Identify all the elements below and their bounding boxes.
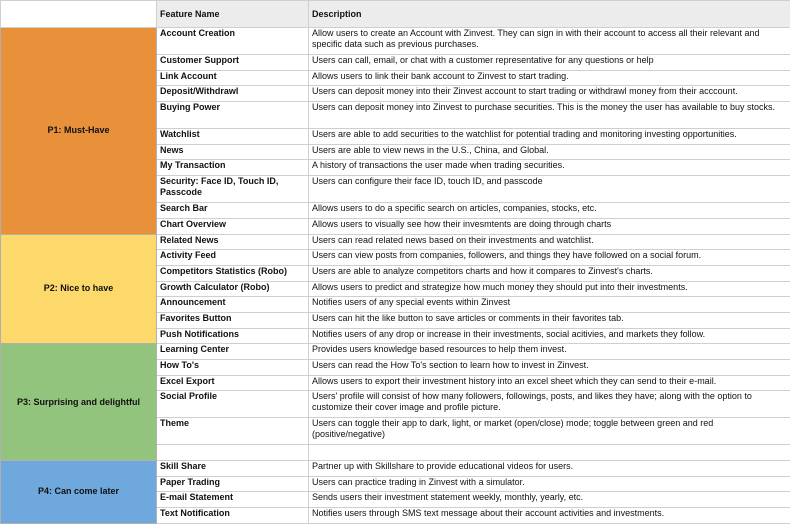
priority-cell[interactable]: P4: Can come later [1,461,157,524]
header-description[interactable]: Description [309,1,790,28]
feature-description-cell[interactable]: Users can practice trading in Zinvest with a simulator. [309,476,790,492]
feature-description-cell[interactable]: Users are able to analyze competitors charts and how it compares to Zinvest's charts. [309,265,790,281]
feature-name-cell[interactable]: News [157,144,309,160]
table-row [1,461,790,477]
feature-name-cell[interactable]: Customer Support [157,55,309,71]
feature-description-cell[interactable]: Users can call, email, or chat with a customer representative for any questions or help [309,55,790,71]
feature-name-cell[interactable]: Related News [157,234,309,250]
feature-description-cell[interactable]: Users can read related news based on their investments and watchlist. [309,234,790,250]
empty-cell[interactable] [309,445,790,461]
feature-description-cell[interactable]: Users can hit the like button to save articles or comments in their favorites tab. [309,312,790,328]
priority-cell[interactable]: P2: Nice to have [1,234,157,344]
empty-cell[interactable] [157,445,309,461]
feature-name-cell[interactable]: Deposit/Withdrawl [157,86,309,102]
feature-description-cell[interactable]: Provides users knowledge based resources to help them invest. [309,344,790,360]
feature-name-cell[interactable]: E-mail Statement [157,492,309,508]
feature-name-cell[interactable]: Excel Export [157,375,309,391]
feature-name-cell[interactable]: Search Bar [157,203,309,219]
feature-description-cell[interactable]: Allows users to do a specific search on articles, companies, stocks, etc. [309,203,790,219]
feature-description-cell[interactable]: Partner up with Skillshare to provide educational videos for users. [309,461,790,477]
feature-name-cell[interactable]: Favorites Button [157,312,309,328]
feature-description-cell[interactable]: Allows users to visually see how their invesmtents are doing through charts [309,218,790,234]
feature-description-cell[interactable]: Notifies users through SMS text message about their account activities and investments. [309,508,790,524]
feature-name-cell[interactable]: Text Notification [157,508,309,524]
feature-name-cell[interactable]: My Transaction [157,160,309,176]
feature-description-cell[interactable]: Notifies users of any special events within Zinvest [309,297,790,313]
feature-name-cell[interactable]: Buying Power [157,102,309,129]
feature-description-cell[interactable]: Users' profile will consist of how many followers, followings, posts, and likes they have; along with the option to customize their cover image and profile picture. [309,391,790,418]
feature-name-cell[interactable]: Security: Face ID, Touch ID, Passcode [157,176,309,203]
feature-description-cell[interactable]: Allows users to predict and strategize how much money they should put into their investments. [309,281,790,297]
table-row [1,234,790,250]
feature-description-cell[interactable]: Users can read the How To's section to learn how to invest in Zinvest. [309,360,790,376]
feature-name-cell[interactable]: Skill Share [157,461,309,477]
feature-name-cell[interactable]: Competitors Statistics (Robo) [157,265,309,281]
feature-description-cell[interactable]: Users can deposit money into their Zinvest account to start trading or withdrawl money from their acccount. [309,86,790,102]
header-feature-name[interactable]: Feature Name [157,1,309,28]
feature-name-cell[interactable]: Watchlist [157,129,309,145]
table-row [1,28,790,55]
feature-name-cell[interactable]: Theme [157,418,309,445]
feature-description-cell[interactable]: Users are able to add securities to the watchlist for potential trading and monitoring investing opportunities. [309,129,790,145]
feature-name-cell[interactable]: Link Account [157,70,309,86]
feature-description-cell[interactable]: Sends users their investment statement weekly, monthly, yearly, etc. [309,492,790,508]
feature-description-cell[interactable]: Users can deposit money into Zinvest to purchase securities. This is the money the user has available to buy stocks. [309,102,790,129]
feature-name-cell[interactable]: Social Profile [157,391,309,418]
feature-description-cell[interactable]: Allows users to link their bank account to Zinvest to start trading. [309,70,790,86]
feature-name-cell[interactable]: Account Creation [157,28,309,55]
header-priority-cell[interactable] [1,1,157,28]
feature-description-cell[interactable]: Users can configure their face ID, touch ID, and passcode [309,176,790,203]
priority-cell[interactable]: P3: Surprising and delightful [1,344,157,461]
feature-name-cell[interactable]: Learning Center [157,344,309,360]
header-row [1,1,790,28]
feature-description-cell[interactable]: Users can toggle their app to dark, light, or market (open/close) mode; toggle between green and red (positive/negative) [309,418,790,445]
feature-name-cell[interactable]: Growth Calculator (Robo) [157,281,309,297]
feature-name-cell[interactable]: Push Notifications [157,328,309,344]
table-row [1,344,790,360]
feature-name-cell[interactable]: Paper Trading [157,476,309,492]
feature-name-cell[interactable]: Chart Overview [157,218,309,234]
feature-description-cell[interactable]: Users are able to view news in the U.S., China, and Global. [309,144,790,160]
feature-name-cell[interactable]: Announcement [157,297,309,313]
feature-description-cell[interactable]: Users can view posts from companies, followers, and things they have followed on a social forum. [309,250,790,266]
feature-name-cell[interactable]: How To's [157,360,309,376]
feature-description-cell[interactable]: Allow users to create an Account with Zinvest. They can sign in with their account to access all their relevant and specific data such as previous purchases. [309,28,790,55]
feature-description-cell[interactable]: A history of transactions the user made when trading securities. [309,160,790,176]
feature-description-cell[interactable]: Allows users to export their investment history into an excel sheet which they can send to their e-mail. [309,375,790,391]
table-body [1,28,790,524]
priority-cell[interactable]: P1: Must-Have [1,28,157,235]
feature-description-cell[interactable]: Notifies users of any drop or increase in their investments, social acitivies, and markets they follow. [309,328,790,344]
feature-name-cell[interactable]: Activity Feed [157,250,309,266]
